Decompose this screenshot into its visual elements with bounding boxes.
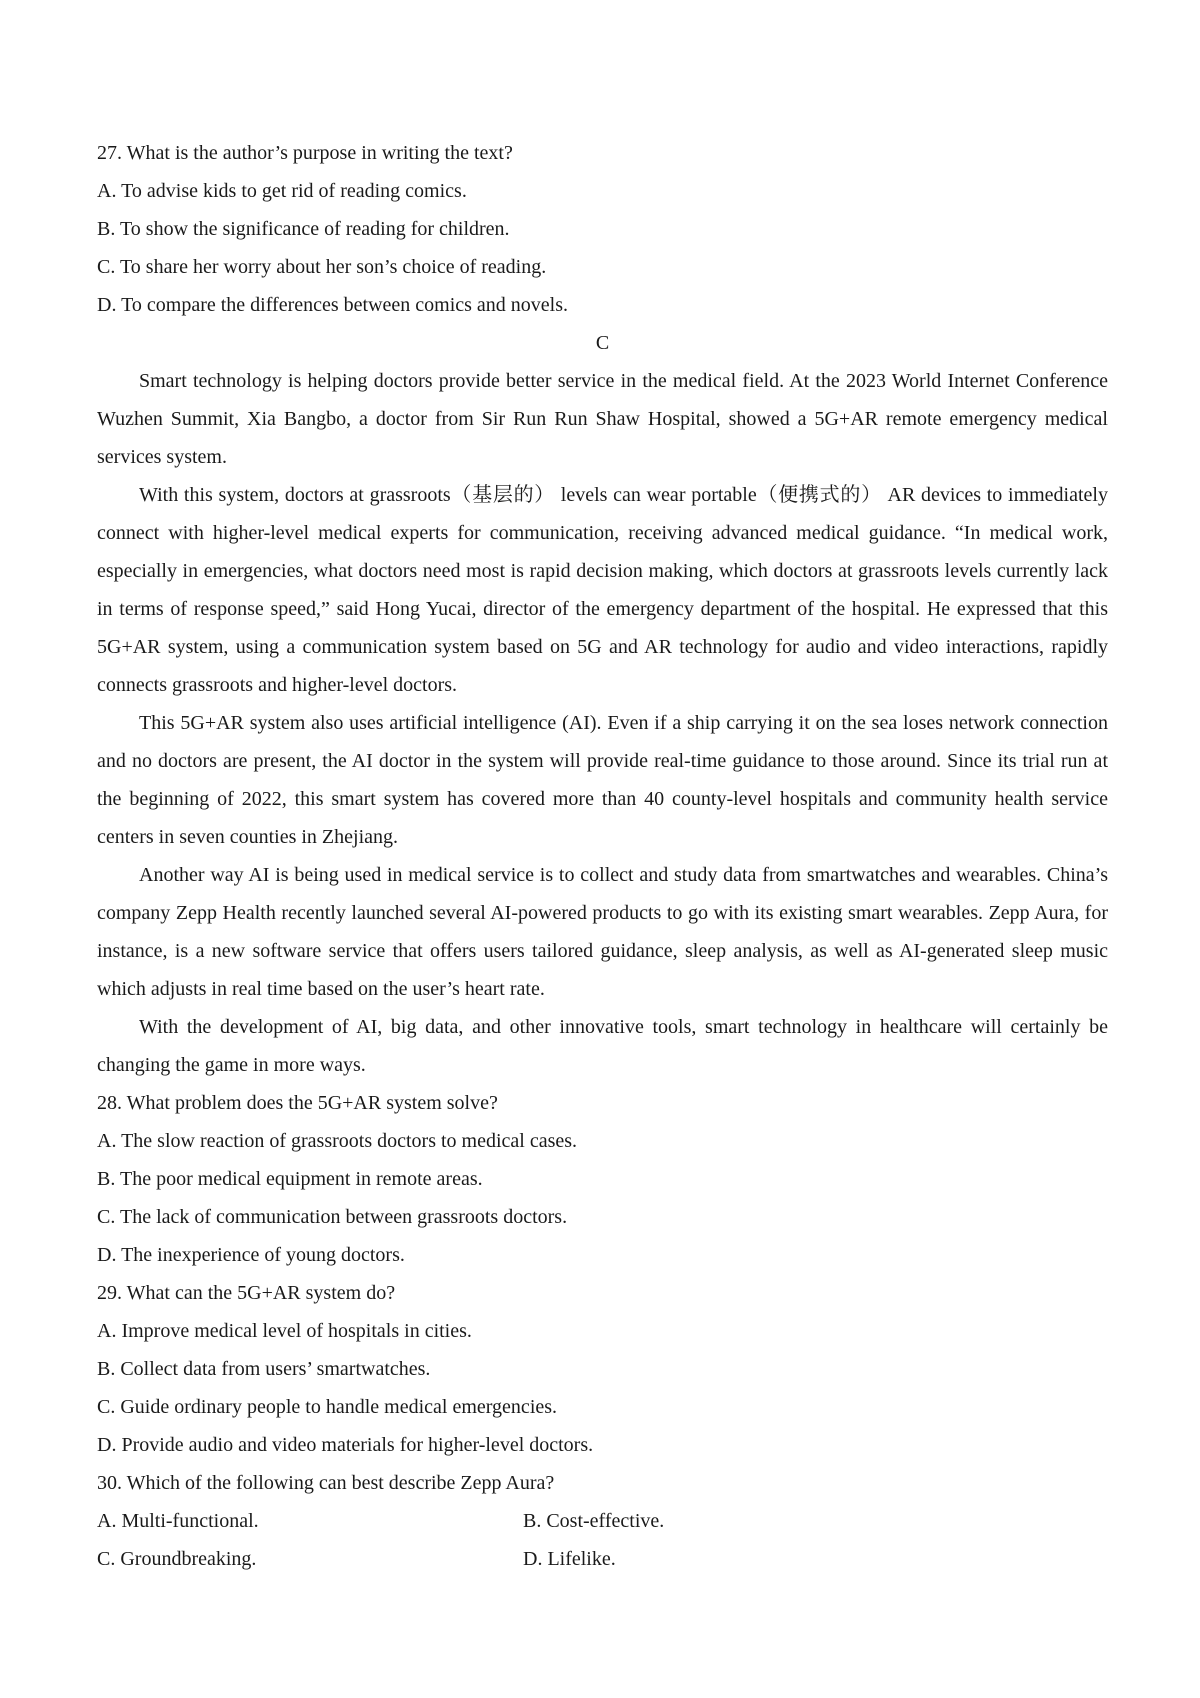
passage-c [97, 324, 1108, 1084]
passage-paragraph: This 5G+AR system also uses artificial intelligence (AI). Even if a ship carrying it on the sea loses network connection and no doctors are present, the AI doctor in the system will provide real-time guidance to those around. Since its trial run at the beginning of 2022, this smart system has covered more than 40 county-level hospitals and community health service centers in seven counties in Zhejiang. [97, 712, 1108, 848]
question-stem: 27. What is the author’s purpose in writing the text? [97, 142, 513, 164]
section-label: C [595, 332, 610, 354]
option-d: D. The inexperience of young doctors. [97, 1244, 405, 1266]
option-a: A. Improve medical level of hospitals in cities. [97, 1320, 472, 1342]
option-row [97, 1502, 1108, 1540]
option-d: D. To compare the differences between comics and novels. [97, 294, 569, 316]
question-29 [97, 1274, 1108, 1464]
option-a: A. The slow reaction of grassroots doctors to medical cases. [97, 1130, 578, 1152]
option-a: A. To advise kids to get rid of reading comics. [97, 180, 467, 202]
option-b: B. The poor medical equipment in remote areas. [97, 1168, 483, 1190]
passage-paragraph: Smart technology is helping doctors provide better service in the medical field. At the 2023 World Internet Conference Wuzhen Summit, Xia Bangbo, a doctor from Sir Run Run Shaw Hospital, showed a 5G+AR remote emergency medical services system. [97, 370, 1108, 468]
passage-paragraph: With the development of AI, big data, and other innovative tools, smart technology in healthcare will certainly be changing the game in more ways. [97, 1016, 1108, 1076]
exam-page [97, 134, 1108, 1578]
passage-paragraph: Another way AI is being used in medical service is to collect and study data from smartwatches and wearables. China’s company Zepp Health recently launched several AI-powered products to go with its existing smart wearables. Zepp Aura, for instance, is a new software service that offers users tailored guidance, sleep analysis, as well as AI-generated sleep music which adjusts in real time based on the user’s heart rate. [97, 864, 1108, 1000]
option-c: C. The lack of communication between grassroots doctors. [97, 1206, 568, 1228]
option-c: C. To share her worry about her son’s choice of reading. [97, 256, 547, 278]
option-c: C. Guide ordinary people to handle medical emergencies. [97, 1396, 558, 1418]
option-a: A. Multi-functional. [97, 1510, 259, 1532]
option-b: B. Cost-effective. [523, 1510, 665, 1532]
option-row [97, 1540, 1108, 1578]
question-stem: 28. What problem does the 5G+AR system solve? [97, 1092, 498, 1114]
question-28 [97, 1084, 1108, 1274]
option-d: D. Provide audio and video materials for higher-level doctors. [97, 1434, 594, 1456]
question-30 [97, 1464, 1108, 1578]
option-c: C. Groundbreaking. [97, 1548, 257, 1570]
option-b: B. To show the significance of reading for children. [97, 218, 510, 240]
question-stem: 29. What can the 5G+AR system do? [97, 1282, 396, 1304]
option-b: B. Collect data from users’ smartwatches. [97, 1358, 431, 1380]
question-stem: 30. Which of the following can best describe Zepp Aura? [97, 1472, 555, 1494]
question-27 [97, 134, 1108, 324]
passage-paragraph: With this system, doctors at grassroots（基层的） levels can wear portable（便携式的） AR devices to immediately connect with higher-level medical experts for communication, receiving advanced medical guidance. “In medical work, especially in emergencies, what doctors need most is rapid decision making, which doctors at grassroots levels currently lack in terms of response speed,” said Hong Yucai, director of the emergency department of the hospital. He expressed that this 5G+AR system, using a communication system based on 5G and AR technology for audio and video interactions, rapidly connects grassroots and higher-level doctors. [97, 484, 1108, 696]
option-d: D. Lifelike. [523, 1548, 616, 1570]
